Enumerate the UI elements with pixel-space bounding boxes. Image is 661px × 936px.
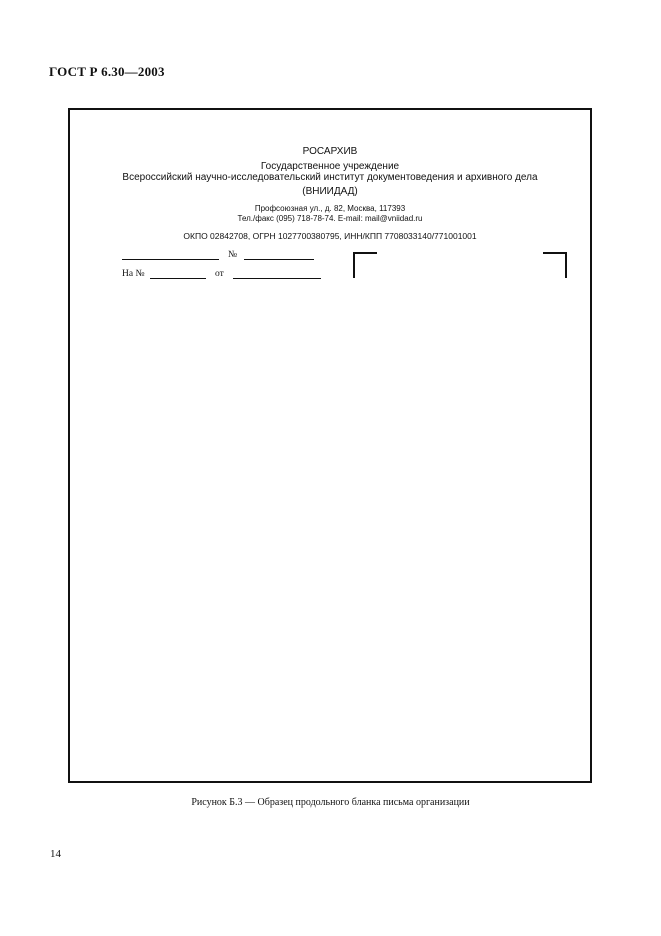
ref-date-label: от xyxy=(215,269,224,279)
ref-number-label: На № xyxy=(122,269,145,279)
org-full-name: Всероссийский научно-исследовательский институт документоведения и архивного дела xyxy=(122,172,538,183)
ref-date-line xyxy=(233,278,321,279)
addressee-corner-right xyxy=(543,252,567,278)
standard-code: ГОСТ Р 6.30—2003 xyxy=(49,64,165,79)
org-type: Государственное учреждение xyxy=(260,161,400,172)
addressee-corner-left xyxy=(353,252,377,278)
number-sign: № xyxy=(228,250,238,260)
letter-form-frame xyxy=(68,108,592,783)
figure-caption: Рисунок Б.3 — Образец продольного бланка письма организации xyxy=(191,797,470,808)
date-line xyxy=(122,259,219,260)
ref-number-line xyxy=(150,278,206,279)
page-number: 14 xyxy=(50,848,61,860)
org-codes: ОКПО 02842708, ОГРН 1027700380795, ИНН/КПП 7708033140/771001001 xyxy=(183,231,477,241)
org-contacts: Тел./факс (095) 718-78-74. E-mail: mail@vniidad.ru xyxy=(237,214,423,223)
reg-number-line xyxy=(244,259,314,260)
org-short-name: РОСАРХИВ xyxy=(302,146,358,157)
org-address: Профсоюзная ул., д. 82, Москва, 117393 xyxy=(254,204,406,213)
org-abbreviation: (ВНИИДАД) xyxy=(302,186,358,197)
